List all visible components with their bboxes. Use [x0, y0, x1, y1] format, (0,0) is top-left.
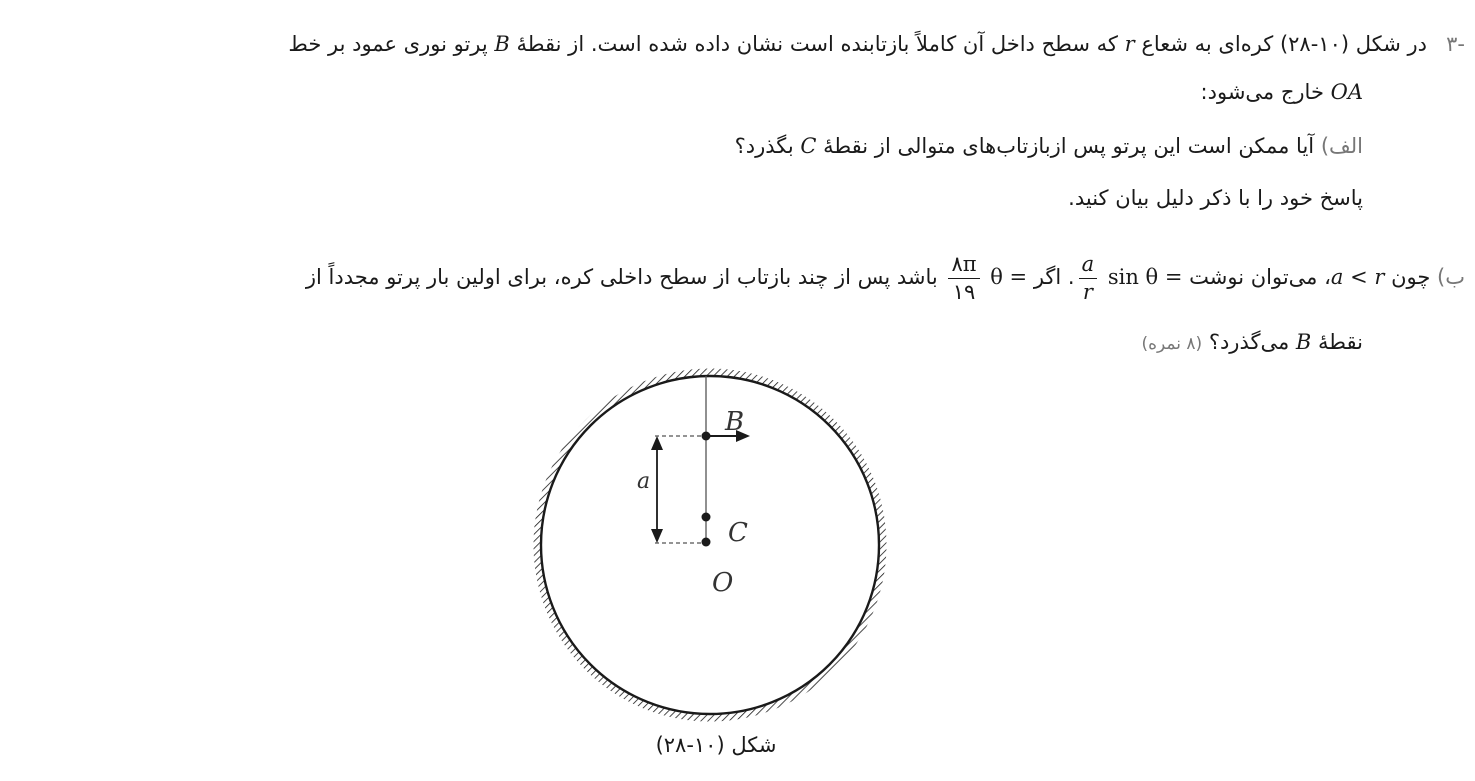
- part-a-text-1: آیا ممکن است این پرتو پس ازبازتاب‌های متوالی از نقطهٔ: [823, 134, 1315, 158]
- part-b-line-2: [1141, 326, 1363, 360]
- question-text-4: خارج می‌شود:: [1200, 80, 1324, 104]
- question-line-1: [288, 28, 1427, 60]
- question-number: -۳: [1446, 32, 1465, 56]
- question-text-2: که سطح داخل آن کاملاً بازتابنده است نشان داده شده است. از نقطهٔ: [516, 32, 1118, 56]
- sphere-figure: [520, 362, 900, 726]
- part-b-text-5: نقطهٔ: [1318, 330, 1363, 354]
- fraction-19-denominator: ۱۹: [952, 279, 976, 304]
- symbol-B-2: B: [1295, 330, 1312, 354]
- fraction-a-numerator: a: [1079, 254, 1098, 279]
- part-a-label: الف): [1320, 134, 1363, 158]
- arrowhead-down: [651, 529, 663, 543]
- point-C: [702, 513, 711, 522]
- part-a-text-3: پاسخ خود را با ذکر دلیل بیان کنید.: [1068, 186, 1363, 210]
- part-b-text-2: ، می‌توان نوشت: [1189, 265, 1331, 289]
- part-b-label: ب): [1437, 265, 1465, 289]
- symbol-C: C: [800, 134, 817, 158]
- part-b-text-6: می‌گذرد؟: [1208, 330, 1290, 354]
- symbol-OA: OA: [1330, 80, 1363, 104]
- symbol-r: r: [1124, 32, 1135, 56]
- fraction-8pi-numerator: ۸π: [948, 254, 979, 279]
- symbol-B: B: [494, 32, 510, 56]
- question-text-1: در شکل (۱۰-۲۸) کره‌ای به شعاع: [1141, 32, 1427, 56]
- question-line-2: [1201, 76, 1363, 108]
- arrowhead-up: [651, 436, 663, 450]
- sin-theta-eq: sin θ =: [1107, 265, 1183, 289]
- question-text-3: پرتو نوری عمود بر خط: [288, 32, 488, 56]
- label-C: C: [728, 518, 748, 548]
- sphere-circle: [541, 376, 879, 714]
- mirror-hatch-ring: [537, 372, 883, 718]
- fraction-8pi-over-19: [948, 251, 979, 304]
- part-a-line-2: [1068, 182, 1363, 214]
- point-O-dot: [702, 538, 711, 547]
- part-b-line-1: [306, 246, 1465, 308]
- score-label: (۸ نمره): [1141, 334, 1203, 354]
- part-b-text-4: باشد پس از چند بازتاب از سطح داخلی کره، برای اولین بار پرتو مجدداً از: [305, 265, 938, 289]
- condition-a-lt-r: a < r: [1330, 265, 1385, 289]
- label-B: B: [725, 407, 745, 437]
- label-O: O: [712, 568, 734, 598]
- part-a-text-2: بگذرد؟: [734, 134, 794, 158]
- fraction-r-denominator: r: [1082, 279, 1093, 304]
- part-b-text-1: چون: [1391, 265, 1431, 289]
- point-B: [702, 432, 711, 441]
- theta-eq: θ =: [990, 265, 1028, 289]
- figure-caption: شکل (۱۰-۲۸): [655, 733, 777, 757]
- fraction-a-over-r: [1079, 251, 1098, 304]
- part-a-line-1: [735, 130, 1363, 162]
- part-b-text-3: . اگر: [1033, 265, 1075, 289]
- label-a: a: [637, 469, 651, 494]
